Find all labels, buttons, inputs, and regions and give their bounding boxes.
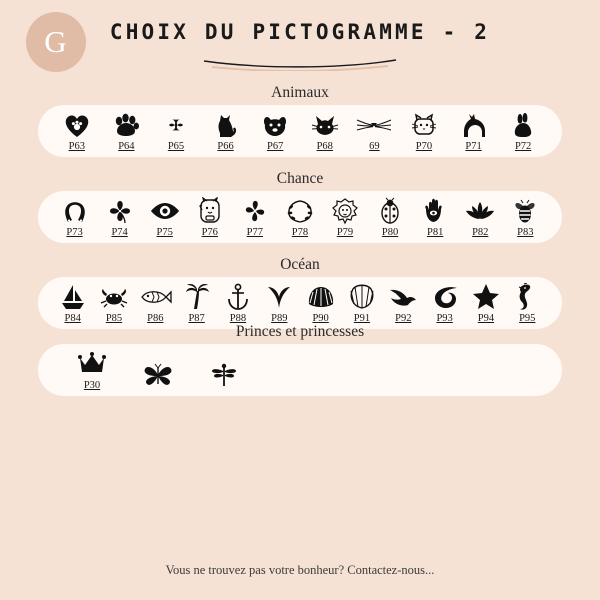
icon-row-pill — [38, 105, 562, 157]
eye-icon — [149, 196, 181, 226]
heart-paw-icon — [63, 110, 91, 140]
section-chance — [38, 170, 562, 243]
pictogram-option[interactable] — [204, 110, 248, 152]
pictogram-option[interactable] — [424, 282, 465, 324]
pictogram-code: P91 — [353, 313, 371, 324]
section-title: Océan — [280, 256, 320, 273]
paw-print-icon — [112, 110, 140, 140]
pictogram-code: P70 — [415, 141, 433, 152]
pictogram-code: P66 — [217, 141, 234, 152]
hamsa-hand-icon — [422, 196, 448, 226]
pictogram-option[interactable] — [217, 282, 258, 324]
dragonfly-icon — [210, 360, 238, 390]
pictogram-code: P73 — [66, 227, 83, 238]
pictogram-option[interactable] — [507, 282, 548, 324]
pictogram-code: P30 — [83, 380, 101, 391]
pictogram-code: P79 — [336, 227, 354, 238]
pictogram-code: P63 — [68, 141, 85, 152]
anchor-icon — [226, 282, 250, 312]
cat-face-icon — [310, 110, 340, 140]
pictogram-code: P82 — [472, 227, 489, 238]
pictogram-code: P64 — [118, 141, 135, 152]
pictogram-option[interactable] — [352, 110, 396, 152]
pictogram-code: P71 — [465, 141, 482, 152]
logo-letter: G — [44, 24, 68, 59]
pictogram-option[interactable] — [503, 196, 547, 238]
pictogram-option[interactable] — [176, 282, 217, 324]
section-title: Chance — [276, 170, 324, 187]
pictogram-option[interactable] — [501, 110, 545, 152]
lion-head-icon — [331, 196, 359, 226]
pictogram-option[interactable] — [323, 196, 367, 238]
laurel-wreath-icon — [285, 196, 315, 226]
section-title: Princes et princesses — [235, 323, 365, 340]
fish-icon — [138, 282, 172, 312]
horse-icon — [460, 110, 488, 140]
pictogram-option[interactable] — [253, 110, 297, 152]
pictogram-option[interactable] — [341, 282, 382, 324]
cat-whiskers-icon — [356, 110, 392, 140]
pictogram-option[interactable] — [52, 282, 93, 324]
pictogram-code: P90 — [312, 313, 329, 324]
icon-list — [52, 349, 548, 391]
butterfly-icon — [143, 360, 173, 390]
pictogram-option[interactable] — [452, 110, 496, 152]
pictogram-option[interactable] — [154, 110, 198, 152]
clover-outline-icon — [241, 196, 269, 226]
pictogram-code: P74 — [111, 227, 128, 238]
pictogram-option[interactable] — [458, 196, 502, 238]
pictogram-code: P75 — [156, 227, 173, 238]
pictogram-code: P95 — [519, 313, 536, 324]
palm-tree-icon — [184, 282, 210, 312]
section-ocean — [38, 256, 562, 329]
whale-tail-icon — [265, 282, 293, 312]
icon-row-pill — [38, 277, 562, 329]
pictogram-code: P85 — [105, 313, 123, 324]
pug-dog-face-icon — [261, 110, 289, 140]
pictogram-option[interactable] — [136, 360, 180, 391]
crown-icon — [77, 349, 107, 379]
icon-row-pill — [38, 344, 562, 396]
pictogram-code: P86 — [147, 313, 164, 324]
scallop-shell-icon — [307, 282, 335, 312]
pictogram-option[interactable] — [300, 282, 341, 324]
pictogram-code: P83 — [517, 227, 534, 238]
icon-list — [52, 282, 548, 324]
rabbit-icon — [510, 110, 536, 140]
pictogram-code: P94 — [477, 313, 495, 324]
section-princes-et-princesses — [38, 323, 562, 396]
pictogram-option[interactable] — [98, 196, 142, 238]
pictogram-code: P76 — [201, 227, 218, 238]
pictogram-code: P72 — [514, 141, 532, 152]
pictogram-option[interactable] — [368, 196, 412, 238]
section-animaux — [38, 84, 562, 157]
pictogram-code: P67 — [267, 141, 284, 152]
icon-row-pill — [38, 191, 562, 243]
title-underline-decoration — [200, 57, 400, 71]
sailboat-icon — [60, 282, 86, 312]
pictogram-code: P81 — [426, 227, 444, 238]
pictogram-option[interactable] — [135, 282, 176, 324]
pictogram-option[interactable] — [259, 282, 300, 324]
pictogram-option[interactable] — [278, 196, 322, 238]
starfish-icon — [472, 282, 500, 312]
pictogram-code: P80 — [381, 227, 399, 238]
pictogram-option[interactable] — [465, 282, 506, 324]
pictogram-code: 69 — [369, 141, 380, 152]
crab-icon — [99, 282, 129, 312]
pictogram-option[interactable] — [402, 110, 446, 152]
pictogram-option[interactable] — [202, 360, 246, 391]
pictogram-code: P87 — [188, 313, 205, 324]
dolphin-icon — [388, 282, 418, 312]
pictogram-code: P78 — [291, 227, 309, 238]
seahorse-icon — [516, 282, 538, 312]
pictogram-option[interactable] — [55, 110, 99, 152]
page-title: CHOIX DU PICTOGRAMME - 2 — [109, 20, 491, 44]
pictogram-code: P77 — [246, 227, 264, 238]
horseshoe-icon — [61, 196, 89, 226]
pictogram-option[interactable] — [93, 282, 134, 324]
fan-shell-icon — [348, 282, 376, 312]
pictogram-code: P88 — [229, 313, 247, 324]
pictogram-option[interactable] — [383, 282, 424, 324]
pictogram-option[interactable] — [70, 349, 114, 391]
bee-icon — [511, 196, 539, 226]
cat-outline-face-icon — [410, 110, 438, 140]
pictogram-code: P89 — [271, 313, 288, 324]
pictogram-option[interactable] — [413, 196, 457, 238]
icon-list — [52, 196, 548, 238]
pictogram-option[interactable] — [53, 196, 97, 238]
icon-list — [52, 110, 548, 152]
pictogram-option[interactable] — [303, 110, 347, 152]
wave-icon — [431, 282, 459, 312]
ladybug-icon — [378, 196, 402, 226]
pictogram-option[interactable] — [188, 196, 232, 238]
cat-sitting-icon — [213, 110, 239, 140]
pictogram-code: P68 — [316, 141, 333, 152]
section-title: Animaux — [271, 84, 329, 101]
pictogram-code: P92 — [395, 313, 412, 324]
lotus-flower-icon — [464, 196, 496, 226]
maneki-neko-icon — [197, 196, 223, 226]
pictogram-option[interactable] — [143, 196, 187, 238]
four-leaf-clover-icon — [106, 196, 134, 226]
pictogram-code: P65 — [167, 141, 185, 152]
pictogram-code: P84 — [64, 313, 81, 324]
pictogram-code: P93 — [436, 313, 453, 324]
dog-bone-icon — [161, 110, 191, 140]
pictogram-option[interactable] — [104, 110, 148, 152]
footer-note: Vous ne trouvez pas votre bonheur? Contactez-nous... — [165, 563, 435, 577]
pictogram-option[interactable] — [233, 196, 277, 238]
